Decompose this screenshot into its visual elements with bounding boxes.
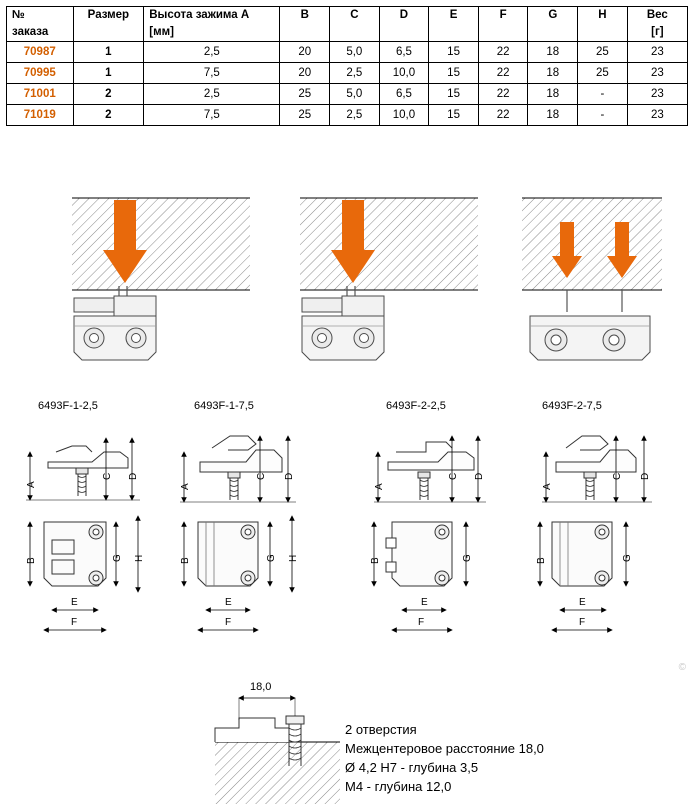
- cell-d: 6,5: [379, 42, 429, 63]
- dim-label-f: F: [579, 617, 586, 628]
- dim-label-a: A: [180, 483, 191, 490]
- part-drawing-1-side: [26, 438, 140, 500]
- application-scene-3: [522, 198, 662, 360]
- cell-order-number: 70995: [7, 63, 74, 84]
- center-distance-dimension: 18,0: [250, 681, 272, 693]
- part-label-3: 6493F-2-2,5: [386, 400, 446, 412]
- cell-height: 7,5: [144, 105, 280, 126]
- table-row: [7, 63, 688, 84]
- application-scene-2: [300, 198, 478, 360]
- cell-h: 25: [578, 63, 628, 84]
- header-order-line1: №: [12, 9, 25, 21]
- table-row: [7, 42, 688, 63]
- cell-b: 20: [280, 63, 330, 84]
- header-height-line1: Высота зажима A: [149, 9, 250, 21]
- part-drawing-2-side: [180, 436, 296, 502]
- dim-label-h: H: [134, 554, 145, 562]
- table-header-row: [7, 7, 688, 42]
- dim-label-d: D: [640, 472, 651, 480]
- cell-c: 2,5: [330, 105, 380, 126]
- cell-d: 6,5: [379, 84, 429, 105]
- dim-label-e: E: [225, 597, 232, 608]
- cell-f: 22: [478, 63, 528, 84]
- dim-label-d: D: [284, 472, 295, 480]
- part-drawing-4-front: [540, 522, 626, 630]
- cell-order-number: 71001: [7, 84, 74, 105]
- dim-label-b: B: [536, 557, 547, 564]
- cell-size: 2: [73, 105, 144, 126]
- header-col-h: H: [578, 7, 628, 42]
- cell-g: 18: [528, 105, 578, 126]
- dim-label-c: C: [612, 472, 623, 480]
- dim-label-b: B: [180, 557, 191, 564]
- force-arrow-icon: [103, 200, 147, 283]
- part-drawing-3-front: [374, 522, 466, 630]
- part-drawing-4-side: [542, 436, 652, 502]
- cell-height: 7,5: [144, 63, 280, 84]
- cell-h: 25: [578, 42, 628, 63]
- header-weight: [627, 7, 687, 42]
- header-col-b: B: [280, 7, 330, 42]
- dim-label-g: G: [622, 554, 633, 562]
- cell-f: 22: [478, 42, 528, 63]
- cell-h: -: [578, 105, 628, 126]
- dim-label-a: A: [26, 481, 37, 488]
- dim-label-f: F: [225, 617, 232, 628]
- part-drawing-3-side: [374, 436, 486, 502]
- cell-g: 18: [528, 63, 578, 84]
- force-arrow-icon: [331, 200, 375, 283]
- header-order-number: [7, 7, 74, 42]
- note-line-4: M4 - глубина 12,0: [345, 779, 452, 794]
- watermark: ©: [678, 662, 686, 673]
- cell-c: 5,0: [330, 84, 380, 105]
- cell-order-number: 70987: [7, 42, 74, 63]
- dim-label-e: E: [579, 597, 586, 608]
- dim-label-h: H: [288, 554, 299, 562]
- dim-label-g: G: [112, 554, 123, 562]
- cell-weight: 23: [627, 105, 687, 126]
- force-arrow-icon: [607, 222, 637, 278]
- dim-label-b: B: [26, 557, 37, 564]
- cell-weight: 23: [627, 42, 687, 63]
- header-weight-line1: Вес: [646, 9, 668, 21]
- header-size: [73, 7, 144, 42]
- cell-d: 10,0: [379, 63, 429, 84]
- dim-label-c: C: [102, 472, 113, 480]
- dim-label-e: E: [71, 597, 78, 608]
- dim-label-c: C: [448, 472, 459, 480]
- cell-size: 2: [73, 84, 144, 105]
- cell-weight: 23: [627, 84, 687, 105]
- dim-label-a: A: [374, 483, 385, 490]
- cell-order-number: 71019: [7, 105, 74, 126]
- mounting-detail: [215, 698, 340, 804]
- header-height-unit: [мм]: [149, 26, 174, 38]
- application-scene-1: [72, 198, 250, 360]
- table-row: [7, 105, 688, 126]
- cell-c: 5,0: [330, 42, 380, 63]
- dim-label-d: D: [474, 472, 485, 480]
- header-col-d: D: [379, 7, 429, 42]
- dim-label-d: D: [128, 472, 139, 480]
- cell-weight: 23: [627, 63, 687, 84]
- header-weight-unit: [г]: [651, 26, 664, 38]
- cell-d: 10,0: [379, 105, 429, 126]
- cell-g: 18: [528, 84, 578, 105]
- dim-label-b: B: [370, 557, 381, 564]
- dim-label-g: G: [266, 554, 277, 562]
- part-drawing-1-front: [30, 516, 138, 630]
- cell-f: 22: [478, 84, 528, 105]
- header-col-c: C: [330, 7, 380, 42]
- cell-size: 1: [73, 42, 144, 63]
- cell-b: 20: [280, 42, 330, 63]
- cell-b: 25: [280, 84, 330, 105]
- header-clamp-height: [144, 7, 280, 42]
- dim-label-c: C: [256, 472, 267, 480]
- clamp-assembly: [74, 286, 156, 360]
- part-drawing-2-front: [184, 516, 292, 630]
- dim-label-f: F: [71, 617, 78, 628]
- dim-label-a: A: [542, 483, 553, 490]
- header-col-g: G: [528, 7, 578, 42]
- header-order-line2: заказа: [12, 26, 49, 38]
- note-line-1: 2 отверстия: [345, 722, 417, 737]
- force-arrow-icon: [552, 222, 582, 278]
- cell-e: 15: [429, 42, 479, 63]
- dim-label-e: E: [421, 597, 428, 608]
- part-label-1: 6493F-1-2,5: [38, 400, 98, 412]
- note-line-3: Ø 4,2 H7 - глубина 3,5: [345, 760, 479, 775]
- cell-g: 18: [528, 42, 578, 63]
- note-line-2: Межцентеровое расстояние 18,0: [345, 741, 544, 756]
- cell-height: 2,5: [144, 42, 280, 63]
- part-label-4: 6493F-2-7,5: [542, 400, 602, 412]
- cell-height: 2,5: [144, 84, 280, 105]
- cell-c: 2,5: [330, 63, 380, 84]
- clamp-assembly: [302, 286, 384, 360]
- cell-size: 1: [73, 63, 144, 84]
- header-size-label: Размер: [87, 9, 130, 21]
- cell-f: 22: [478, 105, 528, 126]
- table-row: [7, 84, 688, 105]
- part-label-2: 6493F-1-7,5: [194, 400, 254, 412]
- clamp-assembly: [530, 290, 650, 360]
- specification-table: [6, 6, 688, 126]
- cell-e: 15: [429, 105, 479, 126]
- cell-h: -: [578, 84, 628, 105]
- cell-e: 15: [429, 84, 479, 105]
- header-col-e: E: [429, 7, 479, 42]
- dim-label-g: G: [462, 554, 473, 562]
- header-col-f: F: [478, 7, 528, 42]
- cell-e: 15: [429, 63, 479, 84]
- dim-label-f: F: [418, 617, 425, 628]
- cell-b: 25: [280, 105, 330, 126]
